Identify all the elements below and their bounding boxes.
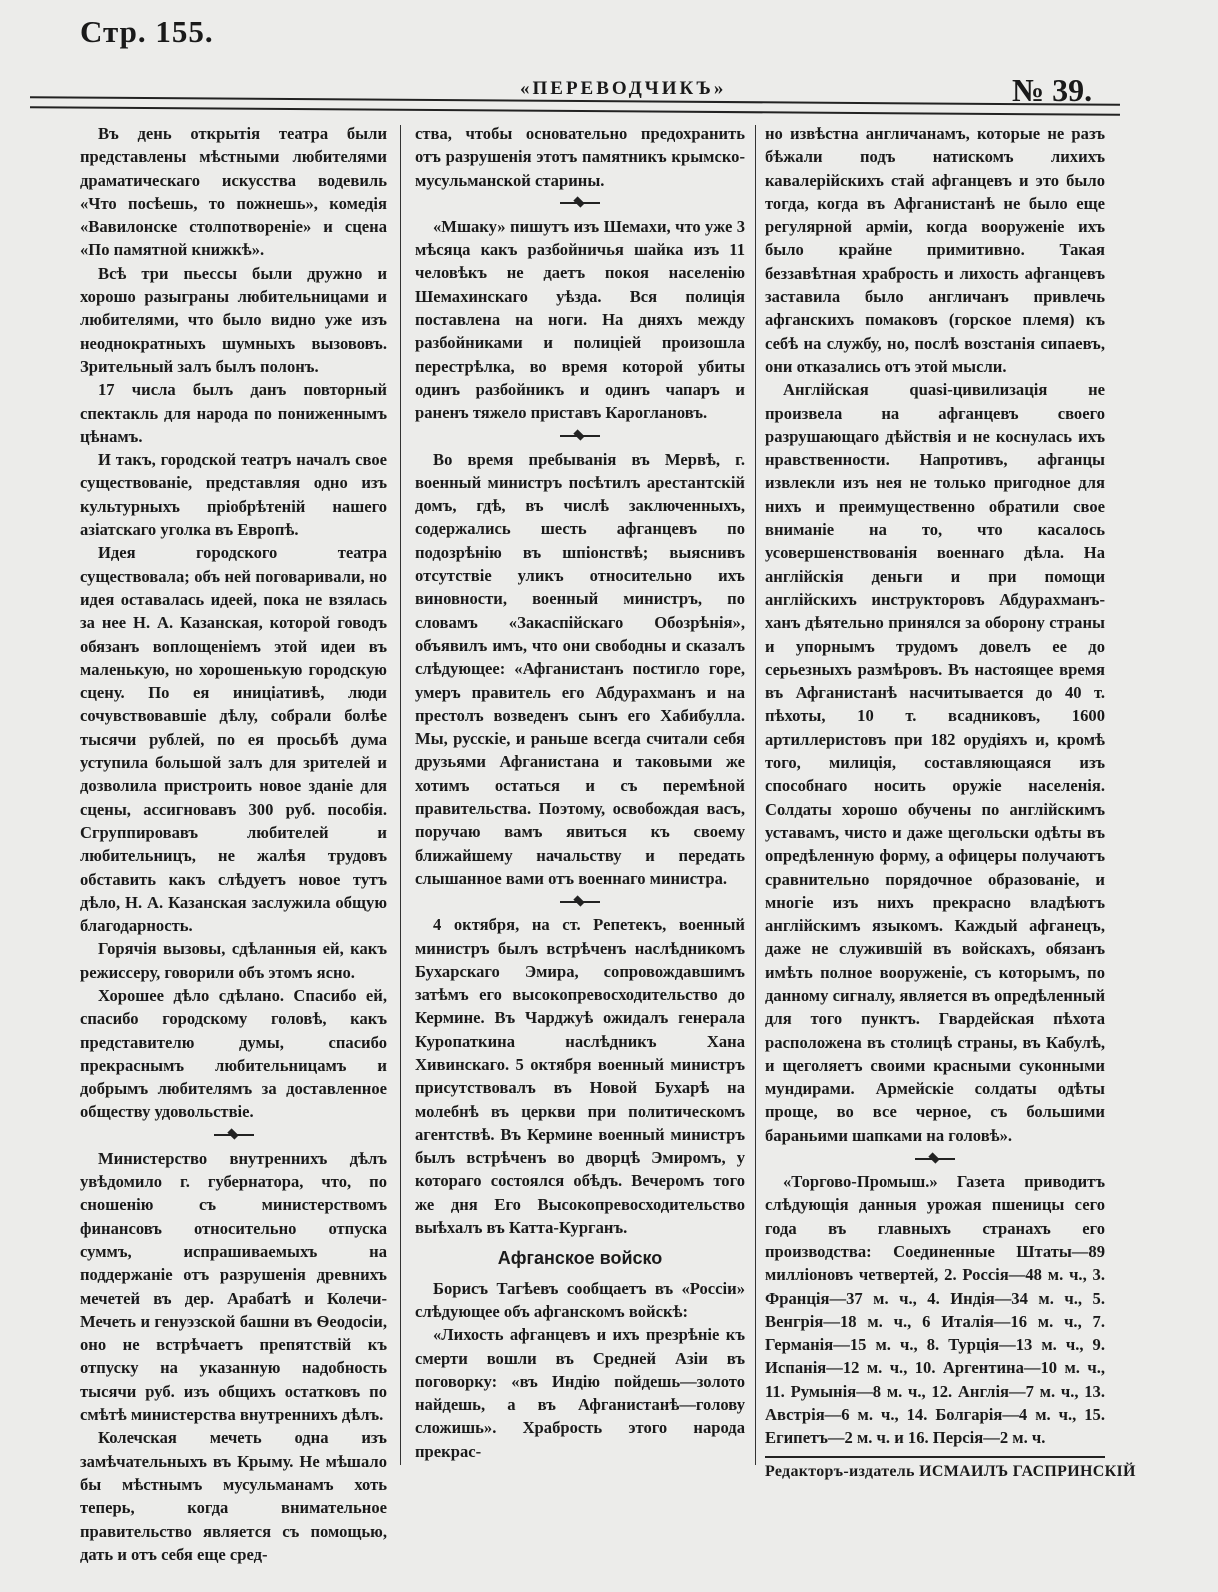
column-2 — [415, 122, 745, 1463]
section-divider — [80, 1124, 387, 1147]
page-number: Стр. 155. — [80, 14, 214, 49]
section-divider — [415, 425, 745, 448]
section-heading: Афганское войско — [497, 1248, 663, 1269]
paragraph: Всѣ три пьессы были дружно и хорошо разыграны любительницами и любителями, что было видно уже изъ неоднократныхъ шумныхъ вызововъ. Зрительный залъ былъ полонъ. — [80, 263, 387, 376]
paragraph: Идея городского театра существовала; объ ней поговаривали, но идея оставалась идеей, пока не взялась за нее Н. А. Казанская, которой говодъ обязанъ воплощеніемъ этой идеи въ маленькую, но хорошенькую городскую сцену. По ея иниціативѣ, люди сочувствовавшіе дѣлу, собрали болѣе тысячи рублей, по ея просьбѣ дума уступила большой залъ для зрителей и дозволила пристроить новое зданіе для сцены, ассигновавъ 300 руб. пособія. Сгруппировавъ любителей и любительницъ, не жалѣя трудовъ обставить какъ слѣдуетъ новое тутъ дѣло, Н. А. Казанская заслужила общую благодарность. — [80, 543, 387, 936]
header-rule-bottom — [30, 106, 1120, 116]
paragraph: 4 октября, на ст. Репетекъ, военный министръ былъ встрѣченъ наслѣдникомъ Бухарскаго Эмира, сопровождавшимъ затѣмъ его высокопревосходительство до Кермине. Въ Чарджуѣ ожидалъ генерала Куропаткина наслѣдникъ Хана Хивинскаго. 5 октября военный министръ присутствовалъ въ Новой Бухарѣ на молебнѣ въ церкви при политическомъ агентствѣ. Въ Кермине военный министръ былъ встрѣченъ во дворцѣ Эмиромъ, у котораго состоялся обѣдъ. Вечеромъ того же дня Его Высокопревосходительство выѣхалъ въ Катта-Курганъ. — [415, 915, 745, 1238]
newspaper-title: «ПЕРЕВОДЧИКЪ» — [520, 78, 727, 99]
section-divider — [415, 890, 745, 913]
column-3 — [765, 122, 1136, 1483]
editor-publisher-line: Редакторъ-издатель ИСМАИЛЪ ГАСПРИНСКІЙ — [765, 1456, 1105, 1483]
paragraph: ства, чтобы основательно предохранить отъ разрушенія этотъ памятникъ крымско-мусульманской старины. — [415, 124, 745, 190]
paragraph: 17 числа былъ данъ повторный спектакль для народа по пониженнымъ цѣнамъ. — [80, 380, 387, 446]
paragraph: Горячія вызовы, сдѣланныя ей, какъ режиссеру, говорили объ этомъ ясно. — [80, 939, 387, 982]
paragraph: Во время пребыванія въ Мервѣ, г. военный министръ посѣтилъ арестантскій домъ, гдѣ, въ числѣ заключенныхъ, содержались шесть афганцевъ по подозрѣнію въ шпіонствѣ; выяснивъ отсутствіе уликъ относительно ихъ виновности, военный министръ, по словамъ «Закаспійскаго Обозрѣнія», объявилъ имъ, что они свободны и сказалъ слѣдующее: «Афганистанъ постигло горе, умеръ правитель его Абдурахманъ и на престолъ возведенъ сынъ его Хабибулла. Мы, русскіе, и раньше всегда считали себя друзьями Афганистана и таковыми же хотимъ остаться и съ перемѣной правительства. Поэтому, освобождая васъ, поручаю вамъ явиться къ своему ближайшему начальству и передать слышанное вами отъ военнаго министра. — [415, 449, 745, 888]
paragraph: Въ день открытія театра были представлены мѣстными любителями драматическаго искусства водевиль «Что посѣешь, то пожнешь», комедія «Вавилонске столпотвореніе» и сцена «По памятной книжкѣ». — [80, 124, 387, 260]
column-divider — [755, 125, 756, 1465]
column-1 — [80, 122, 387, 1566]
paragraph: Министерство внутреннихъ дѣлъ увѣдомило г. губернатора, что, по сношенію съ министерствомъ финансовъ относительно отпуска суммъ, испрашиваемыхъ на поддержаніе отъ разрушенія древнихъ мечетей въ дер. Арабатѣ и Колечи-Мечеть и генуэзской башни въ Ѳеодосіи, оно не встрѣчаетъ препятствій къ отпуску на указанную надобность тысячи руб. изъ общихъ остатковъ по смѣтѣ министерства внутреннихъ дѣлъ. — [80, 1148, 387, 1425]
paragraph: Англійская quasi-цивилизація не произвела на афганцевъ своего разрушающаго дѣйствія и не коснулась ихъ нравственности. Напротивъ, афганцы извлекли изъ нея не только пригодное для нихъ и преимущественно обратили свое вниманіе на то, что касалось усовершенствованія военнаго дѣла. На англійскія деньги и при помощи англійскихъ инструкторовъ Абдурахманъ-ханъ дѣятельно принялся за оборону страны и упорнымъ трудомъ довелъ ее до серьезныхъ размѣровъ. Въ настоящее время въ Афганистанѣ насчитывается до 40 т. пѣхоты, 10 т. всадниковъ, 1600 артиллеристовъ при 182 орудіяхъ и, кромѣ того, милиція, составляющаяся изъ способнаго носить оружіе населенія. Солдаты хорошо обучены по англійскимъ уставамъ, чисто и даже щегольски одѣты въ опредѣленную форму, а офицеры получаютъ сравнительно порядочное образованіе, и многіе изъ нихъ прекрасно владѣютъ англійскимъ языкомъ. Каждый афганецъ, даже не служившій въ войскахъ, обязанъ имѣть полное вооруженіе, съ которымъ, по данному сигналу, является въ опредѣленный для того пунктъ. Гвардейская пѣхота расположена въ столицѣ страны, въ Кабулѣ, и щеголяетъ своими красными суконными мундирами. Армейскіе солдаты одѣты проще, во все черное, съ большими бараньими шапками на головѣ». — [765, 380, 1105, 1145]
paragraph: И такъ, городской театръ началъ свое существованіе, представляя одно изъ культурныхъ пріобрѣтеній нашего азіатскаго уголка въ Европѣ. — [80, 450, 387, 540]
paragraph: Борисъ Тагѣевъ сообщаетъ въ «Россіи» слѣдующее объ афганскомъ войскѣ: — [415, 1278, 745, 1321]
paragraph: «Мшаку» пишутъ изъ Шемахи, что уже 3 мѣсяца какъ разбойничья шайка изъ 11 человѣкъ не даетъ покоя населенію Шемахинскаго уѣзда. Вся полиція поставлена на ноги. На дняхъ между разбойниками и полиціей произошла перестрѣлка, во время которой убиты одинъ разбойникъ и одинъ чапаръ и раненъ тяжело приставъ Кароглановъ. — [415, 216, 745, 423]
paragraph: «Лихость афганцевъ и ихъ презрѣніе къ смерти вошли въ Средней Азіи въ поговорку: «въ Индію пойдешь—золото найдешь, а въ Афганистанѣ—голову сложишь». Храбрость этого народа прекрас- — [415, 1325, 745, 1461]
issue-number: № 39. — [1012, 72, 1093, 108]
paragraph: «Торгово-Промыш.» Газета приводитъ слѣдующія данныя урожая пшеницы сего года въ главныхъ странахъ его производства: Соединенные Штаты—89 милліоновъ четвертей, 2. Россія—48 м. ч., 3. Франція—37 м. ч., 4. Индія—34 м. ч., 5. Венгрія—18 м. ч., 6 Италія—16 м. ч., 7. Германія—15 м. ч., 8. Турція—13 м. ч., 9. Испанія—12 м. ч., 10. Аргентина—10 м. ч., 11. Румынія—8 м. ч., 12. Англія—7 м. ч., 13. Австрія—6 м. ч., 14. Болгарія—4 м. ч., 15. Египетъ—2 м. ч. и 16. Персія—2 м. ч. — [765, 1172, 1105, 1448]
column-divider — [400, 125, 401, 1465]
paragraph: Хорошее дѣло сдѣлано. Спасибо ей, спасибо городскому головѣ, какъ представителю думы, спасибо прекраснымъ любительницамъ и добрымъ любителямъ за доставленное обществу удовольствіе. — [80, 985, 387, 1122]
section-divider — [765, 1147, 1105, 1170]
paragraph: но извѣстна англичанамъ, которые не разъ бѣжали подъ натискомъ лихихъ кавалерійскихъ стай афганцевъ и это было тогда, когда въ Афганистанѣ не было еще регулярной арміи, когда вооруженіе ихъ было крайне примитивно. Такая беззавѣтная храбрость и лихость афганцевъ заставила было англичанъ привлечь афганскихъ помаковъ (горское племя) къ себѣ на службу, но, послѣ возстанія сипаевъ, они отказались отъ этой мысли. — [765, 124, 1105, 376]
paragraph: Колечская мечеть одна изъ замѣчательныхъ въ Крыму. Не мѣшало бы мѣстнымъ мусульманамъ хоть теперь, когда внимательное правительство является съ помощью, дать и отъ себя еще сред- — [80, 1428, 387, 1564]
section-divider — [415, 192, 745, 215]
